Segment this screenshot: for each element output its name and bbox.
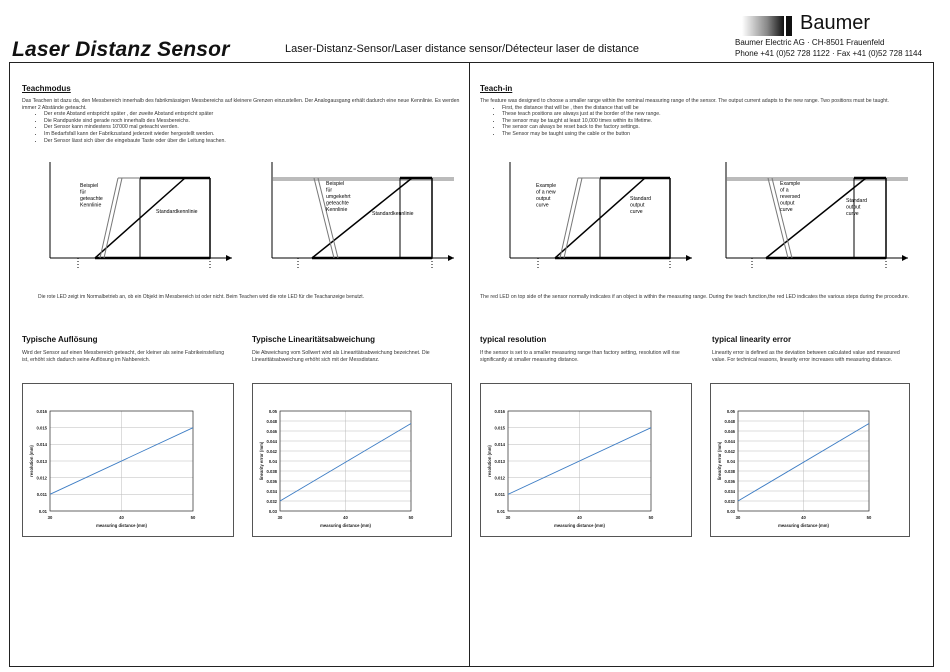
en-teach-intro: The feature was designed to choose a smaller range within the nominal measuring range of the sensor. The output current adapts to the new range. Two positions must be taught.	[480, 98, 890, 104]
en-bullet: • The sensor can always be reset back to the factory settings.	[502, 124, 920, 131]
de-teach-intro: Das Teachen ist dazu da, den Messbereich innerhalb des fabrikmässigen Messbereichs auf kleinere Grenzen einzustellen. Der Analogausgang erhält dadurch eine neue Kennlinie. Es werden immer 2 Abstände geteacht.	[22, 98, 460, 111]
page-subtitle: Laser-Distanz-Sensor/Laser distance sensor/Détecteur laser de distance	[285, 43, 640, 55]
brand-name: Baumer	[800, 12, 871, 34]
svg-text:Standardoutputcurve: Standard output curve	[846, 198, 868, 217]
y-tick-label: 0.016	[494, 408, 505, 414]
y-tick-label: 0.044	[724, 438, 735, 444]
company-contact: Phone +41 (0)52 728 1122 · Fax +41 (0)52 728 1144	[735, 49, 922, 58]
en-led-note: The red LED on top side of the sensor normally indicates if an object is within the measuring range. During the teach function,the red LED indicates the various steps during the procedure.	[480, 294, 910, 300]
x-axis-label: measuring distance (mm)	[778, 523, 829, 528]
de-teach-diagram-reversed	[262, 160, 458, 272]
y-tick-label: 0.03	[726, 508, 735, 514]
y-tick-label: 0.01	[38, 508, 47, 514]
x-tick-label: 50	[190, 515, 196, 520]
x-tick-label: 30	[47, 515, 53, 520]
x-tick-label: 40	[801, 515, 806, 520]
y-axis-label: resolution (mm)	[487, 445, 492, 477]
de-bullet: • Die Randpunkte sind gerade noch innerhalb des Messbereichs.	[44, 118, 462, 125]
de-bullet: • Der Sensor kann mindestens 10'000 mal geteacht werden.	[44, 124, 462, 131]
y-tick-label: 0.042	[266, 448, 277, 454]
y-tick-label: 0.012	[36, 475, 47, 481]
en-linearity-chart	[710, 383, 910, 537]
x-tick-label: 50	[648, 515, 654, 520]
en-resolution-text: If the sensor is set to a smaller measuring range than factory setting, resolution will rise significantly at smaller measuring distance.	[480, 350, 680, 363]
y-tick-label: 0.05	[726, 408, 735, 414]
en-linearity-text: Linearity error is defined as the deviation between calculated value and measured value. For technical reasons, linearity error increases with measuring distance.	[712, 350, 900, 363]
y-tick-label: 0.034	[724, 488, 735, 494]
de-linearity-text: Die Abweichung vom Sollwert wird als Linearitätsabweichung bezeichnet. Die Linearitätsabweichung erhöht sich mit der Messdistanz.	[252, 350, 430, 363]
diagram-label: Beispiel für geteachte Kennlinie	[80, 183, 103, 209]
en-teach-diagram-normal	[500, 160, 696, 272]
y-tick-label: 0.036	[724, 478, 735, 484]
de-led-note: Die rote LED zeigt im Normalbetrieb an, ob ein Objekt im Messbereich ist oder nicht. Beim Teachen wird die rote LED für die Teachanzeige benutzt.	[38, 294, 365, 300]
y-tick-label: 0.036	[266, 478, 277, 484]
y-tick-label: 0.038	[266, 468, 277, 474]
svg-text:Standardoutputcurve: Standard output curve	[630, 196, 652, 215]
de-resolution-heading: Typische Auflösung	[22, 335, 98, 344]
y-tick-label: 0.01	[496, 508, 505, 514]
x-tick-label: 50	[408, 515, 414, 520]
company-address: Baumer Electric AG · CH-8501 Frauenfeld	[735, 38, 885, 47]
x-tick-label: 30	[277, 515, 283, 520]
de-resolution-chart	[22, 383, 234, 537]
y-tick-label: 0.013	[494, 458, 505, 464]
page-frame	[9, 62, 934, 667]
y-tick-label: 0.016	[36, 408, 47, 414]
y-tick-label: 0.046	[724, 428, 735, 434]
en-teach-diagram-reversed	[716, 160, 912, 272]
en-resolution-chart	[480, 383, 692, 537]
y-tick-label: 0.04	[726, 458, 735, 464]
en-bullet: • First, the distance that will be , then the distance that will be	[502, 105, 920, 112]
y-tick-label: 0.011	[494, 492, 505, 498]
x-axis-label: measuring distance (mm)	[96, 523, 147, 528]
x-tick-label: 50	[866, 515, 872, 520]
en-bullet: • The sensor may be taught at least 10,000 times within its lifetime.	[502, 118, 920, 125]
y-tick-label: 0.015	[494, 425, 505, 431]
column-divider	[469, 62, 470, 667]
de-linearity-chart	[252, 383, 452, 537]
y-tick-label: 0.012	[494, 475, 505, 481]
de-bullet: • Der Sensor lässt sich über die eingebaute Taste oder über die Leitung teachen.	[44, 138, 462, 145]
y-tick-label: 0.048	[724, 418, 735, 424]
en-teach-text	[480, 98, 920, 138]
de-linearity-heading: Typische Linearitätsabweichung	[252, 335, 375, 344]
de-teach-text	[22, 98, 462, 144]
en-bullet: • The Sensor may be taught using the cable or the button	[502, 131, 920, 138]
de-bullet: • Der erste Abstand entspricht später , der zweite Abstand entspricht später	[44, 111, 462, 118]
y-tick-label: 0.032	[266, 498, 277, 504]
x-tick-label: 30	[505, 515, 511, 520]
y-tick-label: 0.05	[268, 408, 277, 414]
x-tick-label: 30	[735, 515, 741, 520]
en-linearity-heading: typical linearity error	[712, 335, 792, 344]
y-tick-label: 0.013	[36, 458, 47, 464]
y-axis-label: linearity error (mm)	[717, 441, 722, 481]
x-tick-label: 40	[343, 515, 348, 520]
y-tick-label: 0.042	[724, 448, 735, 454]
y-tick-label: 0.014	[494, 442, 505, 448]
de-resolution-text: Wird der Sensor auf einen Messbereich geteacht, der kleiner als seine Fabrikeinstellung ist, erhöht sich dadurch seine Auflösung im Nahbereich.	[22, 350, 225, 363]
y-tick-label: 0.015	[36, 425, 47, 431]
svg-text:Standardkennlinie: Standardkennlinie	[372, 211, 414, 217]
y-tick-label: 0.03	[268, 508, 277, 514]
x-axis-label: measuring distance (mm)	[554, 523, 605, 528]
en-teach-heading: Teach-in	[480, 84, 513, 93]
y-tick-label: 0.04	[268, 458, 277, 464]
y-tick-label: 0.044	[266, 438, 277, 444]
x-axis-label: measuring distance (mm)	[320, 523, 371, 528]
y-tick-label: 0.048	[266, 418, 277, 424]
page-title: Laser Distanz Sensor	[12, 38, 230, 61]
y-tick-label: 0.046	[266, 428, 277, 434]
y-tick-label: 0.038	[724, 468, 735, 474]
y-tick-label: 0.034	[266, 488, 277, 494]
svg-text:BeispielfürumgekehrtgeteachteK: Beispiel für umgekehrt geteachte Kennlinie	[326, 181, 351, 213]
de-teach-diagram-normal	[40, 160, 236, 272]
y-tick-label: 0.032	[724, 498, 735, 504]
en-resolution-heading: typical resolution	[480, 335, 547, 344]
y-tick-label: 0.014	[36, 442, 47, 448]
y-axis-label: linearity error (mm)	[259, 441, 264, 481]
y-axis-label: resolution (mm)	[29, 445, 34, 477]
en-bullet: • These teach positions are always just at the border of the new range.	[502, 111, 920, 118]
de-bullet: • Im Bedarfsfall kann der Fabrikzustand jederzeit wieder hergestellt werden.	[44, 131, 462, 138]
de-teach-heading: Teachmodus	[22, 84, 71, 93]
standard-label: Standardkennlinie	[156, 209, 198, 215]
svg-text:Exampleof a newoutputcurve: Example of a new output curve	[536, 183, 557, 209]
x-tick-label: 40	[119, 515, 124, 520]
svg-text:Exampleof areversedoutputcurve: Example of a reversed output curve	[780, 181, 801, 213]
y-tick-label: 0.011	[36, 492, 47, 498]
x-tick-label: 40	[577, 515, 582, 520]
